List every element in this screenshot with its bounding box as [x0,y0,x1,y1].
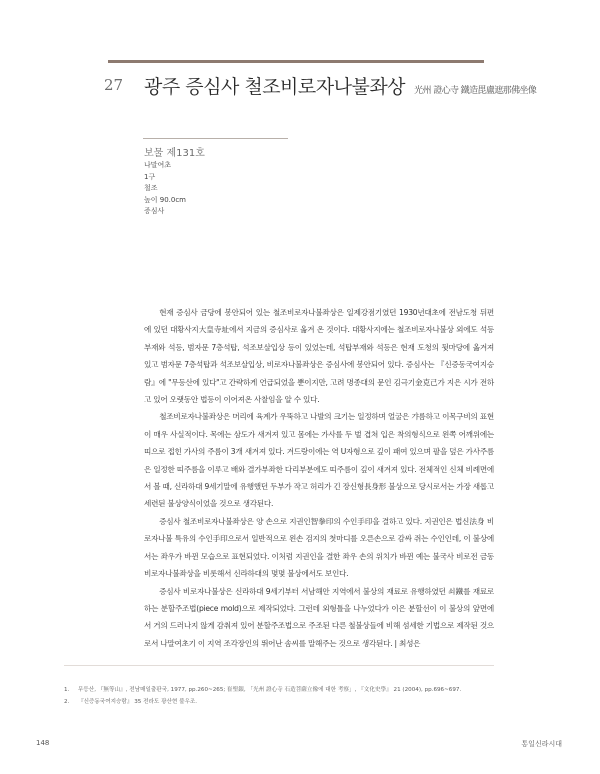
body-text [144,304,494,652]
designation-rule [143,138,288,139]
body-paragraph: 철조비로자나불좌상은 머리에 육계가 우뚝하고 나발의 크기는 일정하며 얼굴은 갸름하고 이목구비의 표현이 매우 사실적이다. 목에는 삼도가 새겨져 있고 몸에는 가사를 두 벌 겹쳐 입은 착의형식으로 왼쪽 어깨위에는 띠으로 접힌 가사의 주름이 3개 새겨져 있다. 겨드랑이에는 역 U자형으로 깊이 패여 있으며 팔을 덮은 가사주름은 일정한 띠주름을 이루고 배와 결가부좌한 다리부분에도 띠주름이 깊이 새겨져 있다. 전체적인 신체 비례면에서 볼 때, 신라하대 9세기말에 유행했던 두부가 작고 허리가 긴 장신형長身形 불상으로 당시로서는 가장 새롭고 세련된 불상양식이었을 것으로 생각된다. [144,412,494,509]
metadata-material: 철조 [144,184,158,192]
entry-title-row [144,72,537,99]
footnote-text: 무등산, 『無等山』, 전남매일출판국, 1977, pp.260~265; 崔聖銀, 「光州 證心寺 石造菩薩立像에 대한 考察」, 『文化史學』 21 (2004), pp.696~697. [78,687,462,693]
footnote-text: 『신증동국여지승람』 35 전라도 광산현 불우조. [78,699,198,705]
metadata-count: 1구 [144,172,156,181]
body-paragraph: 현재 증심사 금당에 봉안되어 있는 철조비로자나불좌상은 일제강점기였던 1930년대초에 전남도청 뒤편에 있던 대황사지大皇寺址에서 지금의 증심사로 옮겨 온 것이다. 대황사지에는 철조비로자나불상 외에도 석등부재와 석등, 범자문 7층석탑, 석조보살입상 등이 있었는데, 석탑부재와 석등은 현재 도청의 뒷마당에 옮겨져 있고 범자문 7층석탑과 석조보살입상, 비로자나불좌상은 증심사에 봉안되어 있다. 증심사는 『신증동국여지승람』에 "무등산에 있다"고 간략하게 언급되었을 뿐이지만, 고려 명종대의 문인 김극기金克己가 지은 시가 전하고 있어 오랫동안 법등이 이어져온 사찰임을 알 수 있다. [144,308,494,405]
metadata-period: 나말여초 [144,161,172,169]
entry-title-hanja: 光州 證心寺 鐵造毘盧遮那佛坐像 [414,86,537,96]
footnote [64,696,504,708]
top-rule [108,60,484,63]
page-number: 148 [36,739,50,747]
metadata-list [144,160,186,218]
metadata-height: 높이 90.0cm [144,195,187,204]
entry-number: 27 [104,76,124,94]
footnote [64,684,504,696]
footnote-number: 1. [64,687,70,693]
body-paragraph: 증심사 비로자나불상은 신라하대 9세기부터 서남해안 지역에서 불상의 재료로 유행하였던 쇠鐵를 재료로 하는 분할주조법(piece mold)으로 제작되었다. 그런데 외형틀을 나누었다가 이은 분할선이 이 불상의 앞면에서 거의 드러나지 않게 감춰져 있어 분할주조법으로 주조된 다른 철불상들에 비해 섬세한 기법으로 제작된 것으로서 나말여초기 이 지역 조각장인의 뛰어난 솜씨를 말해주는 것으로 생각된다. | 최성은 [144,586,494,648]
running-title: 통일신라시대 [521,740,562,748]
metadata-location: 증심사 [144,207,165,215]
body-paragraph: 증심사 철조비로자나불좌상은 양 손으로 지권인智拳印의 수인手印을 결하고 있다. 지권인은 법신法身 비로자나불 특유의 수인手印으로서 일반적으로 왼손 검지의 첫마디를 오른손으로 감싸 쥐는 수인인데, 이 불상에서는 좌우가 바뀐 모습으로 표현되었다. 이처럼 지권인을 결한 좌우 손의 위치가 바뀐 예는 불국사 비로전 금동비로자나불좌상을 비롯해서 신라하대의 몇몇 불상에서도 보인다. [144,516,494,579]
footnote-number: 2. [64,699,70,705]
footnote-rule [64,665,494,666]
treasure-designation: 보물 제131호 [144,148,205,159]
footnotes [64,684,504,708]
entry-title: 광주 증심사 철조비로자나불좌상 [144,76,406,98]
